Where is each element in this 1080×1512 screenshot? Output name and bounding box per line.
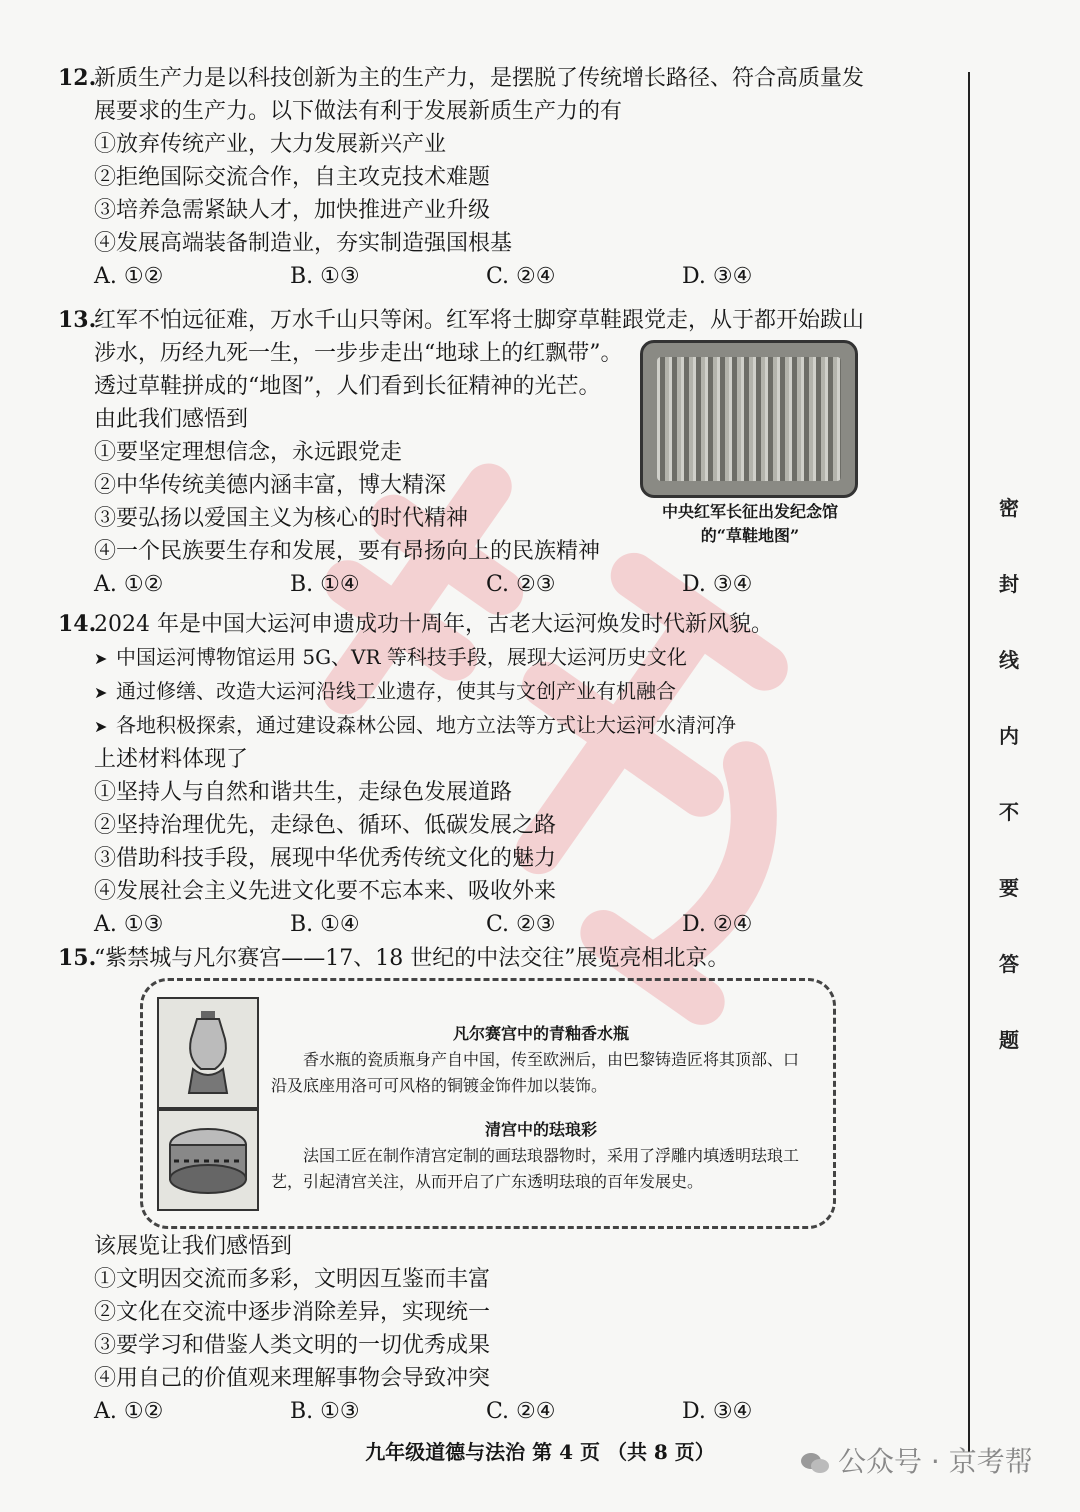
question-lead: 该展览让我们感悟到 [94,1234,293,1259]
seal-char: 不 [999,800,1019,824]
option-d: D. ③④ [682,572,753,597]
caption-line: 的“草鞋地图” [700,526,800,545]
question-number: 14. [58,611,97,637]
straw-sandal-map-photo [640,340,858,498]
choice-item: ②文化在交流中逐步消除差异，实现统一 [94,1300,491,1325]
material-bullet [58,709,938,743]
choice-item: ④一个民族要生存和发展，要有昂扬向上的民族精神 [94,539,601,564]
question-14 [58,608,938,941]
choice-item: ①坚持人与自然和谐共生，走绿色发展道路 [94,780,513,805]
material-bullet [58,641,938,675]
option-a: A. ①② [94,1399,164,1424]
box-section-1 [271,1021,811,1099]
option-c: C. ②④ [486,1399,556,1424]
option-a: A. ①② [94,264,164,289]
choice-item: ①文明因交流而多彩，文明因互鉴而丰富 [94,1267,491,1292]
seal-line-notice [984,470,1034,1078]
bullet-text: 各地积极探索，通过建设森林公园、地方立法等方式让大运河水清河净 [116,713,736,737]
question-number: 12. [58,65,97,91]
question-15-choices [58,1230,938,1428]
photo-caption [630,500,870,548]
box-paragraph: 法国工匠在制作清宫定制的画珐琅器物时，采用了浮雕内填透明珐琅工艺，引起清宫关注，从而开启了广东透明珐琅的百年发展史。 [271,1146,800,1191]
question-12 [58,62,938,293]
page-footer: 九年级道德与法治 第 4 页 （共 8 页） [365,1440,715,1464]
option-b: B. ①④ [290,912,360,937]
option-d: D. ③④ [682,1399,753,1424]
option-a: A. ①③ [94,912,164,937]
option-d: D. ③④ [682,264,753,289]
wechat-icon [800,1451,830,1475]
question-stem: 红军不怕远征难，万水千山只等闲。红军将士脚穿草鞋跟党走，从于都开始跋山 [94,308,865,333]
box-section-2 [271,1117,811,1195]
watermark-text: 公众号 · 京考帮 [838,1445,1033,1478]
seal-char: 要 [999,876,1019,900]
question-15 [58,942,938,975]
option-c: C. ②④ [486,264,556,289]
seal-char: 密 [999,496,1019,520]
box-title: 清宫中的珐琅彩 [484,1120,597,1139]
vase-icon [185,1009,231,1095]
question-stem: “紫禁城与凡尔赛宫——17、18 世纪的中法交往”展览亮相北京。 [94,946,730,971]
straw-sandal-texture [657,357,841,481]
seal-char: 题 [999,1028,1019,1052]
material-bullet [58,675,938,709]
caption-line: 中央红军长征出发纪念馆 [661,502,838,521]
box-paragraph: 香水瓶的瓷质瓶身产自中国，传至欧洲后，由巴黎铸造匠将其顶部、口沿及底座用洛可可风格的铜镀金饰件加以装饰。 [271,1050,800,1095]
question-stem: 展要求的生产力。以下做法有利于发展新质生产力的有 [94,99,623,124]
answer-options [58,568,938,601]
question-number: 13. [58,307,97,333]
option-c: C. ②③ [486,912,556,937]
question-stem: 2024 年是中国大运河申遗成功十周年，古老大运河焕发时代新风貌。 [94,612,773,637]
choice-item: ①要坚定理想信念，永远跟党走 [94,440,403,465]
question-stem: 涉水，历经九死一生，一步步走出“地球上的红飘带”。 [94,341,623,366]
choice-item: ④用自己的价值观来理解事物会导致冲突 [94,1366,491,1391]
choice-item: ③要学习和借鉴人类文明的一切优秀成果 [94,1333,491,1358]
seal-char: 答 [999,952,1019,976]
question-stem: 透过草鞋拼成的“地图”，人们看到长征精神的光芒。 [94,374,601,399]
question-lead: 上述材料体现了 [94,747,249,772]
enamel-box-image [157,1109,259,1211]
bullet-text: 通过修缮、改造大运河沿线工业遗存，使其与文创产业有机融合 [116,679,676,703]
question-lead: 由此我们感悟到 [94,407,249,432]
question-number: 15. [58,945,97,971]
option-d: D. ②④ [682,912,753,937]
option-b: B. ①③ [290,1399,360,1424]
choice-item: ③培养急需紧缺人才，加快推进产业升级 [94,198,491,223]
choice-item: ④发展社会主义先进文化要不忘本来、吸收外来 [94,879,557,904]
choice-item: ①放弃传统产业，大力发展新兴产业 [94,132,447,157]
choice-item: ④发展高端装备制造业，夯实制造强国根基 [94,231,513,256]
arrow-bullet-icon: ➤ [94,717,108,736]
option-b: B. ①③ [290,264,360,289]
perfume-bottle-image [157,997,259,1109]
option-c: C. ②③ [486,572,556,597]
seal-char: 线 [999,648,1019,672]
answer-options [58,260,938,293]
choice-item: ③要弘扬以爱国主义为核心的时代精神 [94,506,469,531]
choice-item: ②坚持治理优先，走绿色、循环、低碳发展之路 [94,813,557,838]
choice-item: ③借助科技手段，展现中华优秀传统文化的魅力 [94,846,557,871]
bullet-text: 中国运河博物馆运用 5G、VR 等科技手段，展现大运河历史文化 [116,645,687,669]
choice-item: ②拒绝国际交流合作，自主攻克技术难题 [94,165,491,190]
choice-item: ②中华传统美德内涵丰富，博大精深 [94,473,447,498]
seal-line [968,72,970,1452]
arrow-bullet-icon: ➤ [94,683,108,702]
seal-char: 封 [999,572,1019,596]
arrow-bullet-icon: ➤ [94,649,108,668]
option-a: A. ①② [94,572,164,597]
enamel-box-icon [159,1111,257,1209]
answer-options [58,1395,938,1428]
option-b: B. ①④ [290,572,360,597]
answer-options [58,908,938,941]
wechat-watermark [800,1440,1033,1480]
box-title: 凡尔赛宫中的青釉香水瓶 [452,1024,629,1043]
seal-char: 内 [999,724,1019,748]
question-stem: 新质生产力是以科技创新为主的生产力，是摆脱了传统增长路径、符合高质量发 [94,66,865,91]
exhibition-material-box [140,978,836,1229]
